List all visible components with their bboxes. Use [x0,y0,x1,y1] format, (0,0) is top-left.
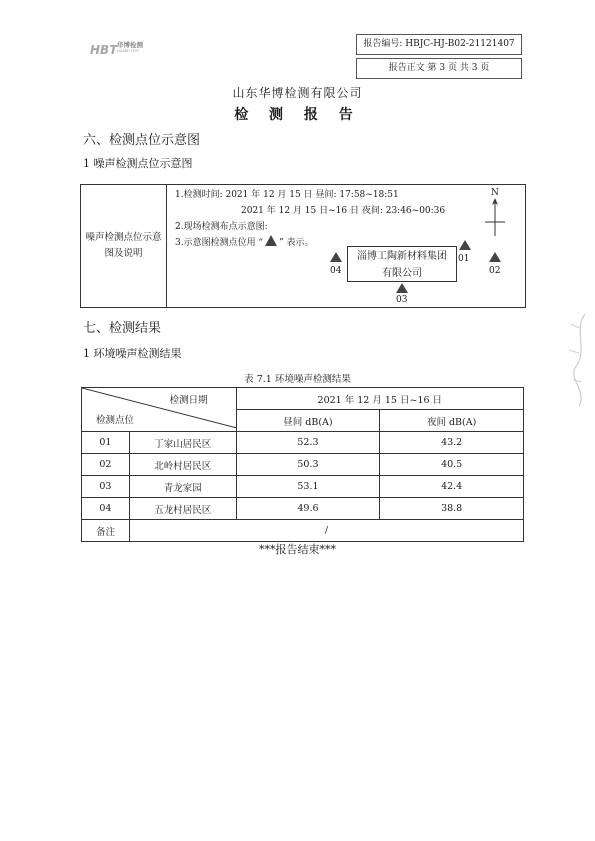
table-row [82,432,524,454]
factory-name-line1: 淄博工陶新材料集团 [357,251,447,262]
night-header: 夜间 dB(A) [380,410,524,432]
factory-box [347,246,457,282]
noise-results-table [81,387,524,542]
site-name: 青龙家园 [129,476,236,498]
report-number-box [356,34,522,55]
corner-date-label: 检测日期 [169,395,208,406]
note-line4 [175,234,314,248]
report-number: 报告编号: HBJC-HJ-B02-21121407 [363,39,515,49]
noise-point-diagram [80,184,526,308]
table-row [82,476,524,498]
diagram-label: 噪声检测点位示意图及说明 [85,232,162,259]
point-no: 02 [82,454,130,476]
point-03-triangle-icon [396,283,408,293]
site-name: 五龙村居民区 [129,498,236,520]
section6-subheading: 1 噪声检测点位示意图 [83,157,193,170]
site-name: 北岭村居民区 [129,454,236,476]
remark-row [82,520,524,542]
note-line4-prefix: 3.示意图检测点位用 “ [175,238,264,248]
company-logo [90,39,160,57]
compass-north-label: N [491,188,499,198]
note-line2: 2021 年 12 月 15 日~16 日 夜间: 23:46~00:36 [241,206,446,216]
section6-heading: 六、检测点位示意图 [83,133,201,148]
corner-point-label: 检测点位 [96,415,135,426]
day-value: 49.6 [236,498,380,520]
diagram-divider [166,185,167,307]
company-name: 山东华博检测有限公司 [232,86,363,100]
night-value: 43.2 [380,432,524,454]
point-03-label: 03 [396,295,408,305]
logo-english-text: HUABO TEST [117,49,140,53]
compass-icon [483,198,507,238]
night-value: 38.8 [380,498,524,520]
report-end-text: ***报告结束*** [259,543,336,556]
point-no: 03 [82,476,130,498]
day-value: 52.3 [236,432,380,454]
remark-value: / [129,520,523,542]
day-value: 53.1 [236,476,380,498]
site-name: 丁家山居民区 [129,432,236,454]
night-value: 42.4 [380,476,524,498]
point-no: 01 [82,432,130,454]
point-01-label: 01 [458,254,470,264]
day-value: 50.3 [236,454,380,476]
note-line1: 1.检测时间: 2021 年 12 月 15 日 昼间: 17:58~18:51 [175,190,399,200]
remark-label: 备注 [82,520,130,542]
point-02-label: 02 [489,266,501,276]
table-row [82,454,524,476]
table-corner-cell [82,388,237,432]
note-line3: 2.现场检测布点示意图: [175,222,268,232]
report-title: 检 测 报 告 [234,107,361,123]
point-04-label: 04 [330,266,342,276]
night-value: 40.5 [380,454,524,476]
factory-name-line2: 有限公司 [382,268,422,279]
section7-heading: 七、检测结果 [83,321,162,336]
legend-triangle-icon [265,235,277,246]
seal-stamp-fragment [565,310,593,410]
logo-mark: HBT [90,43,118,57]
point-no: 04 [82,498,130,520]
logo-chinese-text: 华博检测 [117,41,143,49]
note-line4-suffix: ” 表示。 [279,238,314,248]
page-info: 报告正文 第 3 页 共 3 页 [356,58,522,79]
point-04-triangle-icon [330,252,342,262]
section7-subheading: 1 环境噪声检测结果 [83,347,182,360]
table-caption: 表 7.1 环境噪声检测结果 [244,374,351,385]
date-header: 2021 年 12 月 15 日~16 日 [236,388,523,410]
table-row [82,498,524,520]
point-01-triangle-icon [459,240,471,250]
point-02-triangle-icon [489,252,501,262]
day-header: 昼间 dB(A) [236,410,380,432]
